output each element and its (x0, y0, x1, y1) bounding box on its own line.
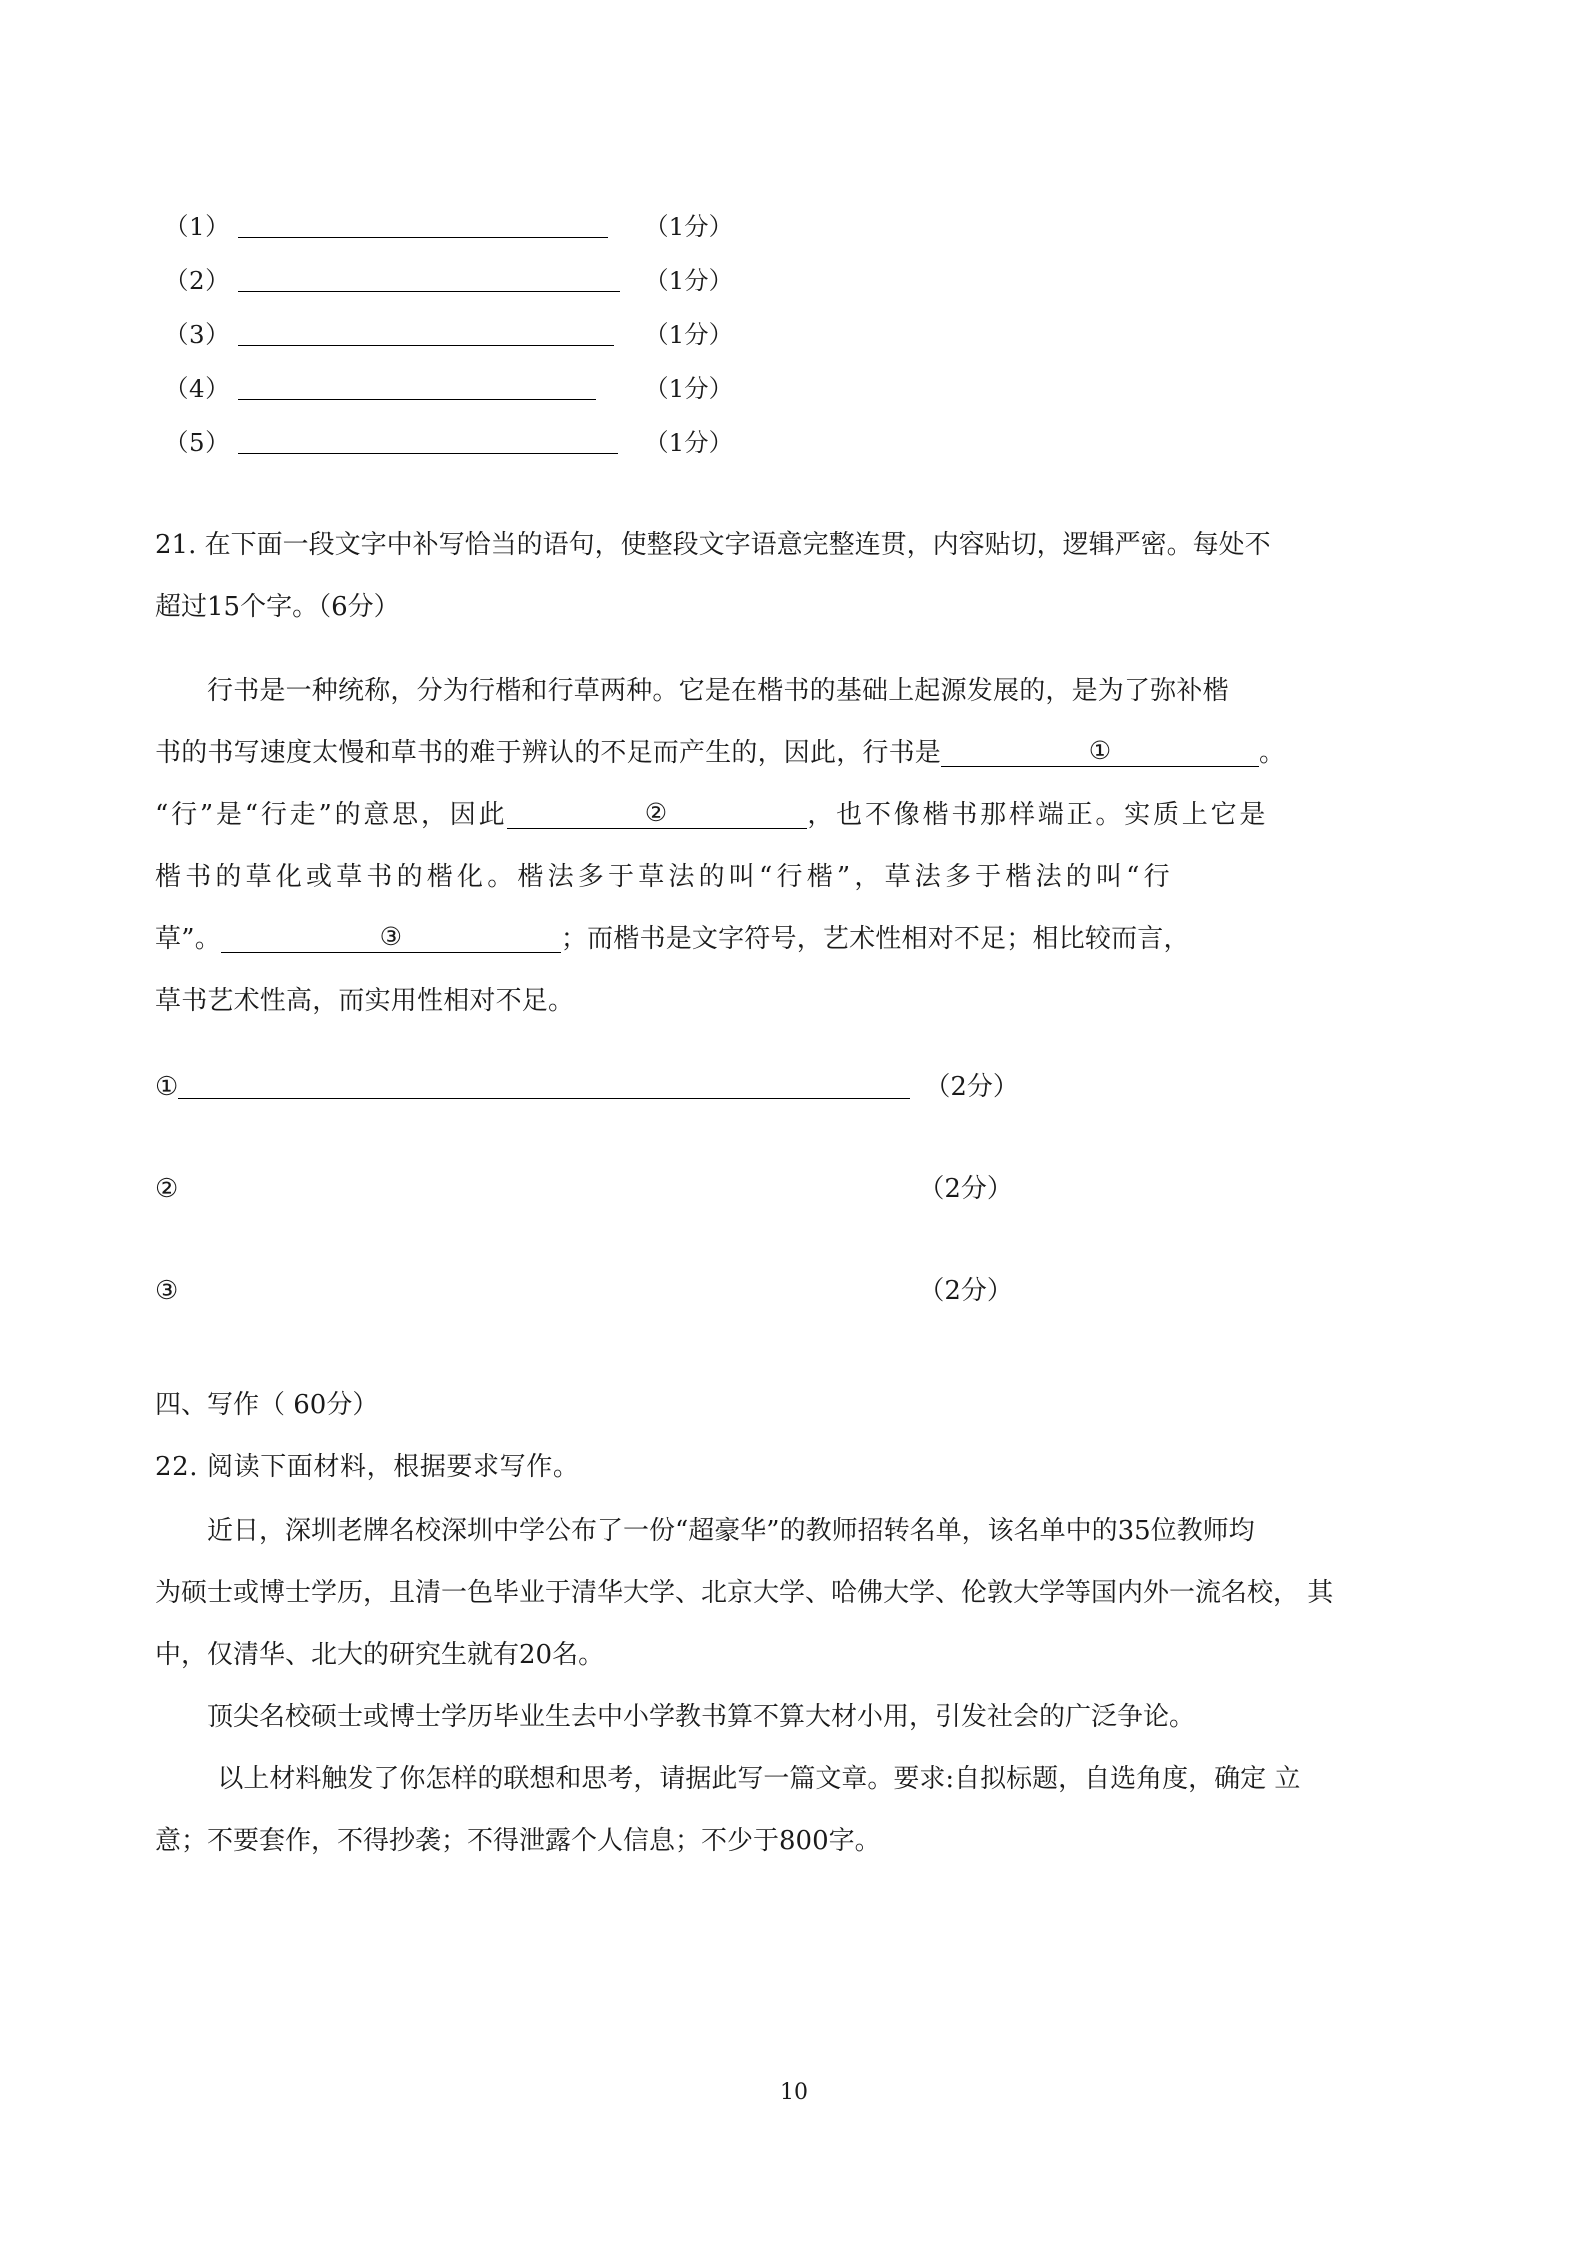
fill-in-row (155, 304, 1465, 352)
passage-line-4: 楷书的草化或草书的楷化。楷法多于草法的叫“行楷”，草法多于楷法的叫“行 (155, 862, 1174, 892)
passage-line-2 (155, 722, 1465, 784)
fill-in-number: （2） (164, 265, 231, 295)
score-label: （2分） (924, 1072, 1019, 1102)
section-4-heading: 四、写作（ 60分） (155, 1390, 379, 1420)
score-label: （2分） (918, 1276, 1013, 1306)
material-p1-line2: 为硕士或博士学历，且清一色毕业于清华大学、北京大学、哈佛大学、伦敦大学等国内外一流名校， 其 (155, 1578, 1334, 1608)
score-label: （2分） (918, 1174, 1013, 1204)
passage-line-3-tail: ，也不像楷书那样端正。实质上它是 (807, 800, 1269, 830)
answer-number: ① (155, 1072, 179, 1102)
answer-rule[interactable] (178, 1097, 910, 1099)
answer-rule[interactable] (238, 452, 618, 454)
answer-rule[interactable] (238, 290, 620, 292)
fill-in-row (155, 196, 1465, 244)
material-p3-line2: 意；不要套作，不得抄袭；不得泄露个人信息；不少于800字。 (155, 1826, 881, 1856)
passage-line-1: 行书是一种统称，分为行楷和行草两种。它是在楷书的基础上起源发展的，是为了弥补楷 (207, 676, 1229, 706)
answer-row (155, 1160, 1465, 1206)
answer-row (155, 1262, 1465, 1308)
inline-blank-2-marker: ② (644, 798, 670, 827)
material-p2: 顶尖名校硕士或博士学历毕业生去中小学教书算不算大材小用，引发社会的广泛争论。 (207, 1702, 1196, 1732)
passage-line-6: 草书艺术性高，而实用性相对不足。 (155, 986, 575, 1016)
inline-blank-3-marker: ③ (379, 922, 403, 951)
material-p3-line1: 以上材料触发了你怎样的联想和思考，请据此写一篇文章。要求:自拟标题，自选角度，确定 立 (217, 1764, 1301, 1794)
question-22-material (155, 1500, 1465, 1872)
question-21-passage (155, 660, 1465, 1032)
question-21-answer-list (155, 1058, 1465, 1308)
inline-blank-1-marker: ① (1088, 736, 1112, 765)
material-p1-line1: 近日，深圳老牌名校深圳中学公布了一份“超豪华”的教师招转名单，该名单中的35位教师均 (207, 1516, 1255, 1546)
answer-rule[interactable] (238, 236, 608, 238)
score-label: （1分） (644, 265, 734, 295)
question-21-prompt-line1: 21. 在下面一段文字中补写恰当的语句，使整段文字语意完整连贯，内容贴切，逻辑严密。每处不 (155, 530, 1271, 560)
fill-in-number: （5） (164, 427, 231, 457)
passage-line-2-text: 书的书写速度太慢和草书的难于辨认的不足而产生的，因此，行书是 (155, 738, 942, 768)
passage-line-5 (155, 908, 1465, 970)
page-content (155, 0, 1465, 1872)
score-label: （1分） (644, 373, 734, 403)
passage-line-3 (155, 784, 1465, 846)
fill-in-row (155, 250, 1465, 298)
question-21-prompt-line2: 超过15个字。（6分） (155, 592, 400, 622)
fill-in-row (155, 358, 1465, 406)
fill-in-number: （3） (164, 319, 231, 349)
fill-in-blank-list (155, 196, 1465, 460)
score-label: （1分） (644, 427, 734, 457)
question-21-prompt (155, 514, 1465, 638)
inline-blank-3[interactable] (221, 923, 561, 953)
passage-line-2-tail: 。 (1259, 738, 1286, 768)
inline-blank-1[interactable] (941, 737, 1259, 767)
inline-blank-2[interactable] (507, 799, 807, 829)
question-22-prompt: 22. 阅读下面材料，根据要求写作。 (155, 1452, 580, 1482)
passage-line-5-text: 草”。 (155, 924, 221, 954)
fill-in-number: （4） (164, 373, 231, 403)
answer-rule[interactable] (238, 398, 596, 400)
material-p1-line3: 中，仅清华、北大的研究生就有20名。 (155, 1640, 605, 1670)
passage-line-3-text: “行”是“行走”的意思，因此 (155, 800, 508, 830)
fill-in-row (155, 412, 1465, 460)
passage-line-5-tail: ；而楷书是文字符号，艺术性相对不足；相比较而言， (560, 924, 1190, 954)
answer-number: ② (155, 1174, 179, 1204)
score-label: （1分） (644, 211, 734, 241)
score-label: （1分） (644, 319, 734, 349)
answer-number: ③ (155, 1276, 179, 1306)
answer-row (155, 1058, 1465, 1104)
fill-in-number: （1） (164, 211, 231, 241)
page-number: 10 (780, 2080, 808, 2105)
answer-rule[interactable] (238, 344, 614, 346)
